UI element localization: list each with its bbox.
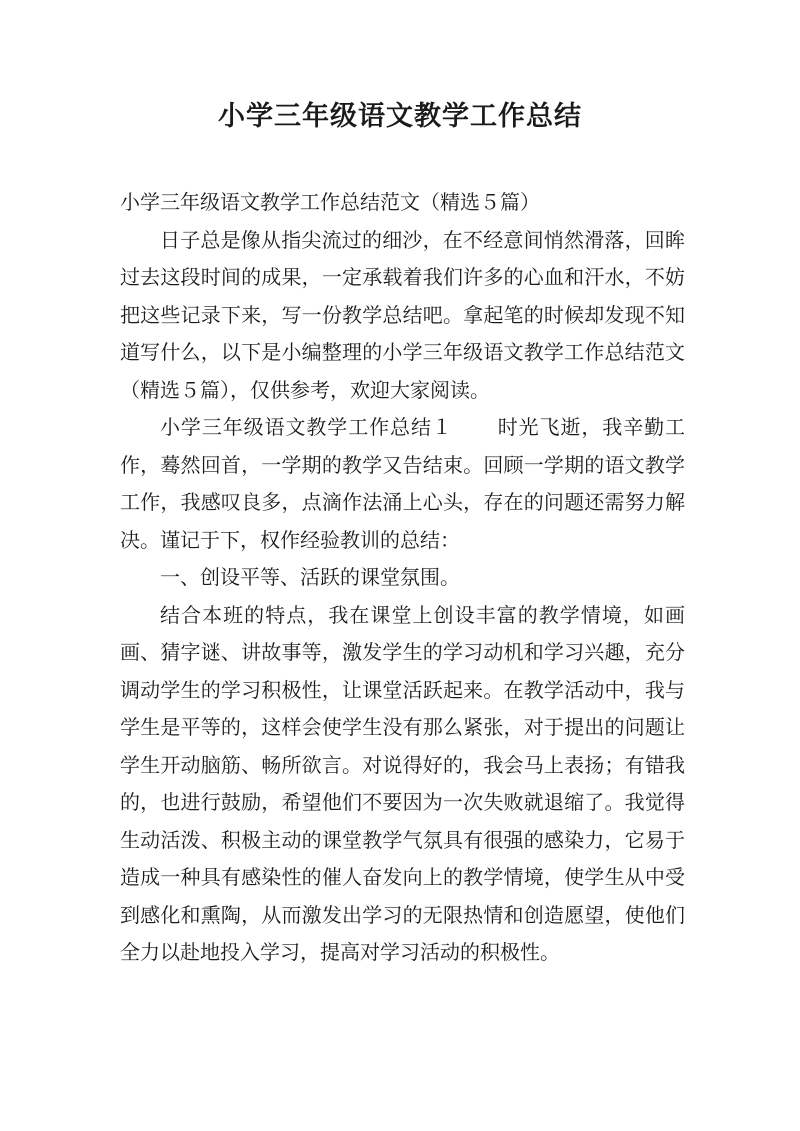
section1-paragraph [120, 409, 685, 559]
section1-text: 时光飞逝，我辛勤工作，蓦然回首，一学期的教学又告结束。回顾一学期的语文教学工作，我感叹良多，点滴作法涌上心头，存在的问题还需努力解决。谨记于下，权作经验教训的总结： [120, 415, 686, 552]
point1-paragraph: 结合本班的特点，我在课堂上创设丰富的教学情境，如画画、猜字谜、讲故事等，激发学生的学习动机和学习兴趣，充分调动学生的学习积极性，让课堂活跃起来。在教学活动中，我与学生是平等的，这样会使学生没有那么紧张，对于提出的问题让学生开动脑筋、畅所欲言。对说得好的，我会马上表扬；有错我的，也进行鼓励，希望他们不要因为一次失败就退缩了。我觉得生动活泼、积极主动的课堂教学气氛具有很强的感染力，它易于造成一种具有感染性的催人奋发向上的教学情境，使学生从中受到感化和熏陶，从而激发出学习的无限热情和创造愿望，使他们全力以赴地投入学习，提高对学习活动的积极性。 [120, 602, 685, 964]
point1-heading: 一、创设平等、活跃的课堂氛围。 [160, 565, 460, 589]
section1-heading: 小学三年级语文教学工作总结１ [160, 415, 453, 439]
document-body [120, 184, 685, 972]
document-subtitle: 小学三年级语文教学工作总结范文（精选５篇） [120, 190, 540, 214]
intro-paragraph: 日子总是像从指尖流过的细沙，在不经意间悄然滑落，回眸过去这段时间的成果，一定承载着我们许多的心血和汗水，不妨把这些记录下来，写一份教学总结吧。拿起笔的时候却发现不知道写什么，以下是小编整理的小学三年级语文教学工作总结范文（精选５篇），仅供参考，欢迎大家阅读。 [120, 227, 685, 402]
document-title: 小学三年级语文教学工作总结 [218, 101, 582, 132]
